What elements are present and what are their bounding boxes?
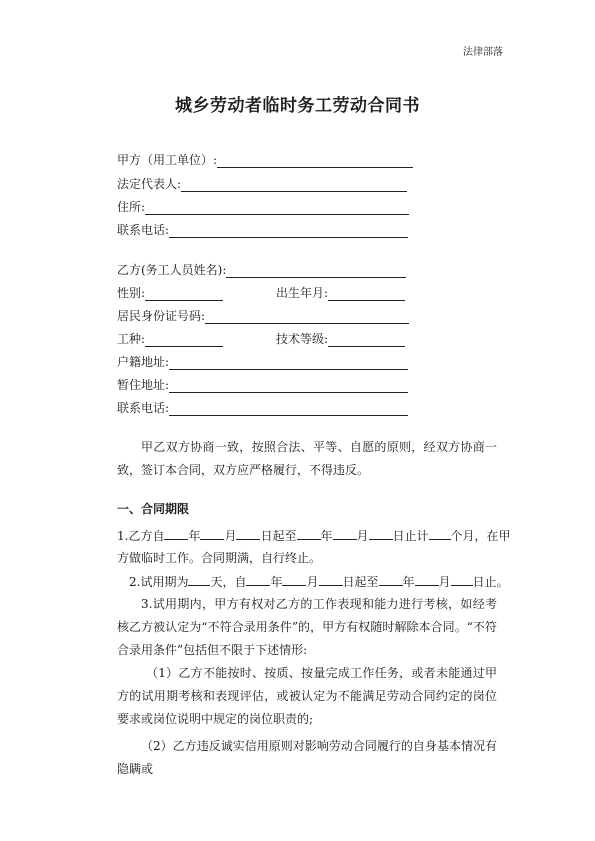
skill-level-label: 技术等级: bbox=[276, 332, 329, 346]
clause-1-text: 月 bbox=[224, 529, 237, 543]
temp-address-blank[interactable] bbox=[169, 379, 408, 393]
clause-2-text: 天，自 bbox=[210, 575, 247, 589]
temp-address-label: 暂住地址: bbox=[117, 378, 170, 392]
phone-a-field bbox=[117, 222, 408, 238]
job-type-blank[interactable] bbox=[145, 333, 223, 347]
hukou-address-label: 户籍地址: bbox=[117, 355, 170, 369]
clause-1-line-1 bbox=[117, 527, 511, 544]
document-title: 城乡劳动者临时务工劳动合同书 bbox=[175, 96, 420, 116]
clause-2-text: 年 bbox=[270, 575, 283, 589]
phone-a-label: 联系电话: bbox=[117, 223, 170, 237]
address-a-label: 住所: bbox=[117, 200, 146, 214]
clause-1-text: 1.乙方自 bbox=[117, 529, 165, 543]
start-month-blank[interactable] bbox=[200, 527, 224, 540]
probation-end-day-blank[interactable] bbox=[451, 573, 473, 586]
probation-start-year-blank[interactable] bbox=[246, 573, 270, 586]
skill-level-blank[interactable] bbox=[328, 333, 405, 347]
clause-2-line bbox=[129, 573, 509, 590]
clause-2-text: 日起至 bbox=[342, 575, 379, 589]
phone-b-field bbox=[117, 400, 408, 416]
id-number-label: 居民身份证号码: bbox=[117, 309, 206, 323]
probation-end-month-blank[interactable] bbox=[415, 573, 439, 586]
header-tag: 法律部落 bbox=[463, 47, 503, 58]
phone-b-label: 联系电话: bbox=[117, 401, 170, 415]
months-blank[interactable] bbox=[429, 527, 451, 540]
legal-rep-blank[interactable] bbox=[181, 178, 407, 192]
employer-label: 甲方（用工单位）: bbox=[117, 153, 218, 167]
job-type-field bbox=[117, 331, 223, 347]
clause-1-text: 个月，在甲 bbox=[450, 529, 511, 543]
item-1-paragraph: （1）乙方不能按时、按质、按量完成工作任务，或者未能通过甲方的试用期考核和表现评估，或被认定为不能满足劳动合同约定的岗位要求或岗位说明中规定的岗位职责的; bbox=[117, 666, 497, 726]
temp-address-field bbox=[117, 377, 408, 393]
section-heading: 一、合同期限 bbox=[117, 502, 190, 516]
worker-name-blank[interactable] bbox=[226, 264, 406, 278]
birth-label: 出生年月: bbox=[276, 286, 329, 300]
address-a-field bbox=[117, 199, 409, 215]
clause-2-text: 年 bbox=[402, 575, 415, 589]
id-number-blank[interactable] bbox=[205, 310, 409, 324]
phone-a-blank[interactable] bbox=[169, 224, 408, 238]
clause-1-text: 日起至 bbox=[260, 529, 297, 543]
item-2-paragraph: （2）乙方违反诚实信用原则对影响劳动合同履行的自身基本情况有隐瞒或 bbox=[117, 739, 497, 776]
clause-1-text: 月 bbox=[356, 529, 369, 543]
clause-1-text: 年 bbox=[188, 529, 201, 543]
skill-level-field bbox=[276, 331, 405, 347]
probation-end-year-blank[interactable] bbox=[379, 573, 403, 586]
start-year-blank[interactable] bbox=[164, 527, 188, 540]
gender-field bbox=[117, 285, 223, 301]
employer-blank[interactable] bbox=[217, 154, 413, 168]
employer-field bbox=[117, 152, 413, 168]
legal-rep-label: 法定代表人: bbox=[117, 177, 182, 191]
end-day-blank[interactable] bbox=[369, 527, 393, 540]
probation-start-month-blank[interactable] bbox=[282, 573, 306, 586]
intro-paragraph: 甲乙双方协商一致，按照合法、平等、自愿的原则，经双方协商一致，签订本合同，双方应严格履行，不得违反。 bbox=[117, 440, 497, 477]
worker-name-field bbox=[117, 262, 406, 278]
birth-field bbox=[276, 285, 405, 301]
worker-name-label: 乙方(务工人员姓名): bbox=[117, 263, 227, 277]
job-type-label: 工种: bbox=[117, 332, 146, 346]
id-number-field bbox=[117, 308, 409, 324]
clause-1-text: 日止计 bbox=[392, 529, 429, 543]
probation-start-day-blank[interactable] bbox=[319, 573, 343, 586]
clause-1-text: 年 bbox=[320, 529, 333, 543]
legal-rep-field bbox=[117, 176, 407, 192]
clause-2-text: 日止。 bbox=[472, 575, 509, 589]
end-month-blank[interactable] bbox=[333, 527, 357, 540]
gender-label: 性别: bbox=[117, 286, 146, 300]
hukou-address-blank[interactable] bbox=[169, 356, 408, 370]
birth-blank[interactable] bbox=[328, 287, 405, 301]
clause-2-text: 2.试用期为 bbox=[129, 575, 189, 589]
start-day-blank[interactable] bbox=[236, 527, 260, 540]
hukou-address-field bbox=[117, 354, 408, 370]
clause-3-paragraph: 3.试用期内，甲方有权对乙方的工作表现和能力进行考核，如经考核乙方被认定为“不符合录用条件”的，甲方有权随时解除本合同。“不符合录用条件”包括但不限于下述情形: bbox=[117, 597, 497, 657]
phone-b-blank[interactable] bbox=[169, 402, 408, 416]
gender-blank[interactable] bbox=[145, 287, 223, 301]
end-year-blank[interactable] bbox=[297, 527, 321, 540]
probation-days-blank[interactable] bbox=[188, 573, 210, 586]
clause-2-text: 月 bbox=[438, 575, 451, 589]
clause-1-line-2: 方做临时工作。合同期满，自行终止。 bbox=[117, 551, 322, 565]
clause-2-text: 月 bbox=[306, 575, 319, 589]
address-a-blank[interactable] bbox=[145, 201, 409, 215]
